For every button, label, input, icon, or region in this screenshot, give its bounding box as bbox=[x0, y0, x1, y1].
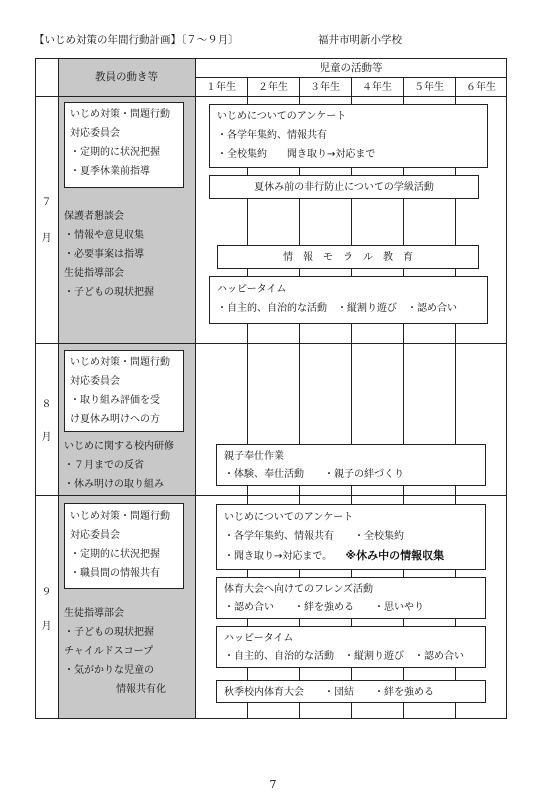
students-column-header: 児童の活動等 bbox=[319, 62, 383, 74]
teacher-note: 生徒指導部会 bbox=[64, 268, 124, 279]
month-label-august: 月 bbox=[41, 432, 52, 443]
july-happy-time-box bbox=[209, 276, 488, 324]
july-survey-box bbox=[209, 104, 488, 168]
teacher-note: いじめに関する校内研修 bbox=[64, 441, 174, 452]
september-survey-box bbox=[216, 504, 486, 570]
august-committee-box bbox=[64, 350, 184, 432]
august-teacher-notes bbox=[64, 440, 174, 491]
september-sports-box bbox=[216, 680, 486, 703]
grade-header: １年生 bbox=[206, 82, 236, 93]
committee-line: ・定期的に状況把握 bbox=[70, 549, 160, 560]
teacher-note: 生徒指導部会 bbox=[64, 608, 124, 619]
teacher-note: ・子どもの現状把握 bbox=[64, 287, 154, 298]
volunteer-line: 親子奉仕作業 bbox=[224, 451, 284, 462]
july-teacher-notes bbox=[64, 210, 154, 299]
survey-emphasis: ※休み中の情報収集 bbox=[345, 549, 445, 562]
grade-header: ３年生 bbox=[310, 82, 340, 93]
happy-time-line: ハッピータイム bbox=[217, 284, 287, 295]
friends-line: ・認め合い ・絆を強める ・思いやり bbox=[224, 602, 424, 613]
page-number: 7 bbox=[269, 778, 277, 791]
grade-header: ６年生 bbox=[466, 82, 496, 93]
teacher-note: チャイルドスコープ bbox=[64, 646, 154, 657]
teacher-note: 情報共有化 bbox=[116, 684, 166, 695]
teacher-note: 保護者懇談会 bbox=[64, 211, 124, 222]
committee-line: 対応委員会 bbox=[70, 376, 120, 387]
grade-header: ５年生 bbox=[414, 82, 444, 93]
survey-line: ・各学年集約、情報共有 bbox=[217, 130, 327, 141]
committee-line: いじめ対策・問題行動 bbox=[70, 109, 170, 120]
grade-header: ２年生 bbox=[258, 82, 288, 93]
committee-line: いじめ対策・問題行動 bbox=[70, 511, 170, 522]
committee-line: 対応委員会 bbox=[70, 128, 120, 139]
summer-activity-text: 夏休み前の非行防止についての学級活動 bbox=[254, 182, 434, 193]
sports-text: 秋季校内体育大会 ・団結 ・絆を強める bbox=[224, 687, 434, 698]
happy-time-line: ・自主的、自治的な活動 ・縦割り遊び ・認め合い bbox=[224, 651, 464, 662]
moral-education-text: 情 報 モ ラ ル 教 育 bbox=[283, 252, 413, 263]
teachers-column-header: 教員の動き等 bbox=[95, 71, 158, 83]
committee-line: ・定期的に状況把握 bbox=[70, 147, 160, 158]
survey-line bbox=[224, 549, 485, 563]
september-happy-time-box bbox=[216, 626, 486, 668]
committee-line: いじめ対策・問題行動 bbox=[70, 357, 170, 368]
grade-header: ４年生 bbox=[362, 82, 392, 93]
happy-time-line: ハッピータイム bbox=[224, 633, 294, 644]
divider-header-bottom bbox=[35, 96, 507, 97]
july-committee-box bbox=[64, 102, 184, 188]
teacher-note: ・情報や意見収集 bbox=[64, 230, 144, 241]
committee-line: ・職員間の情報共有 bbox=[70, 568, 160, 579]
month-label-july: ７ bbox=[41, 197, 52, 208]
page-title: 【いじめ対策の年間行動計画】〔７～９月〕 bbox=[34, 34, 239, 46]
friends-line: 体育大会へ向けてのフレンズ活動 bbox=[224, 584, 374, 595]
september-committee-box bbox=[64, 503, 184, 589]
divider-august-september bbox=[35, 495, 507, 496]
survey-followup: ・聞き取り→対応まで。 bbox=[224, 551, 333, 562]
month-label-september: 月 bbox=[41, 621, 52, 632]
divider-july-august bbox=[35, 343, 507, 344]
committee-line: ・夏季休業前指導 bbox=[70, 166, 150, 177]
survey-line: ・各学年集約、情報共有 ・全校集約 bbox=[224, 531, 404, 542]
school-name: 福井市明新小学校 bbox=[318, 34, 402, 46]
month-label-august: ８ bbox=[41, 399, 52, 410]
survey-title: いじめについてのアンケート bbox=[224, 512, 354, 523]
teacher-note: ・子どもの現状把握 bbox=[64, 627, 154, 638]
september-friends-box bbox=[216, 577, 486, 619]
august-volunteer-box bbox=[216, 444, 486, 486]
happy-time-line: ・自主的、自治的な活動 ・縦割り遊び ・認め合い bbox=[217, 303, 457, 314]
survey-line: いじめについてのアンケート bbox=[217, 111, 347, 122]
teacher-note: ・休み明けの取り組み bbox=[64, 479, 164, 490]
committee-line: 対応委員会 bbox=[70, 530, 120, 541]
divider-month-col bbox=[58, 58, 59, 719]
teacher-note: ・７月までの反省 bbox=[64, 460, 144, 471]
committee-line: ・取り組み評価を受 bbox=[70, 395, 160, 406]
september-teacher-notes bbox=[64, 607, 166, 696]
committee-line: け夏休み明けへの方 bbox=[70, 414, 160, 425]
divider-teacher-col bbox=[195, 58, 196, 719]
volunteer-line: ・体験、奉仕活動 ・親子の絆づくり bbox=[224, 469, 404, 480]
month-label-july: 月 bbox=[41, 233, 52, 244]
july-summer-activity-box bbox=[209, 175, 479, 199]
month-label-september: ９ bbox=[41, 587, 52, 598]
teacher-note: ・必要事案は指導 bbox=[64, 249, 144, 260]
survey-line: ・全校集約 聞き取り→対応まで bbox=[217, 149, 376, 160]
july-moral-education-box bbox=[217, 245, 479, 269]
teacher-note: ・気がかりな児童の bbox=[64, 665, 154, 676]
